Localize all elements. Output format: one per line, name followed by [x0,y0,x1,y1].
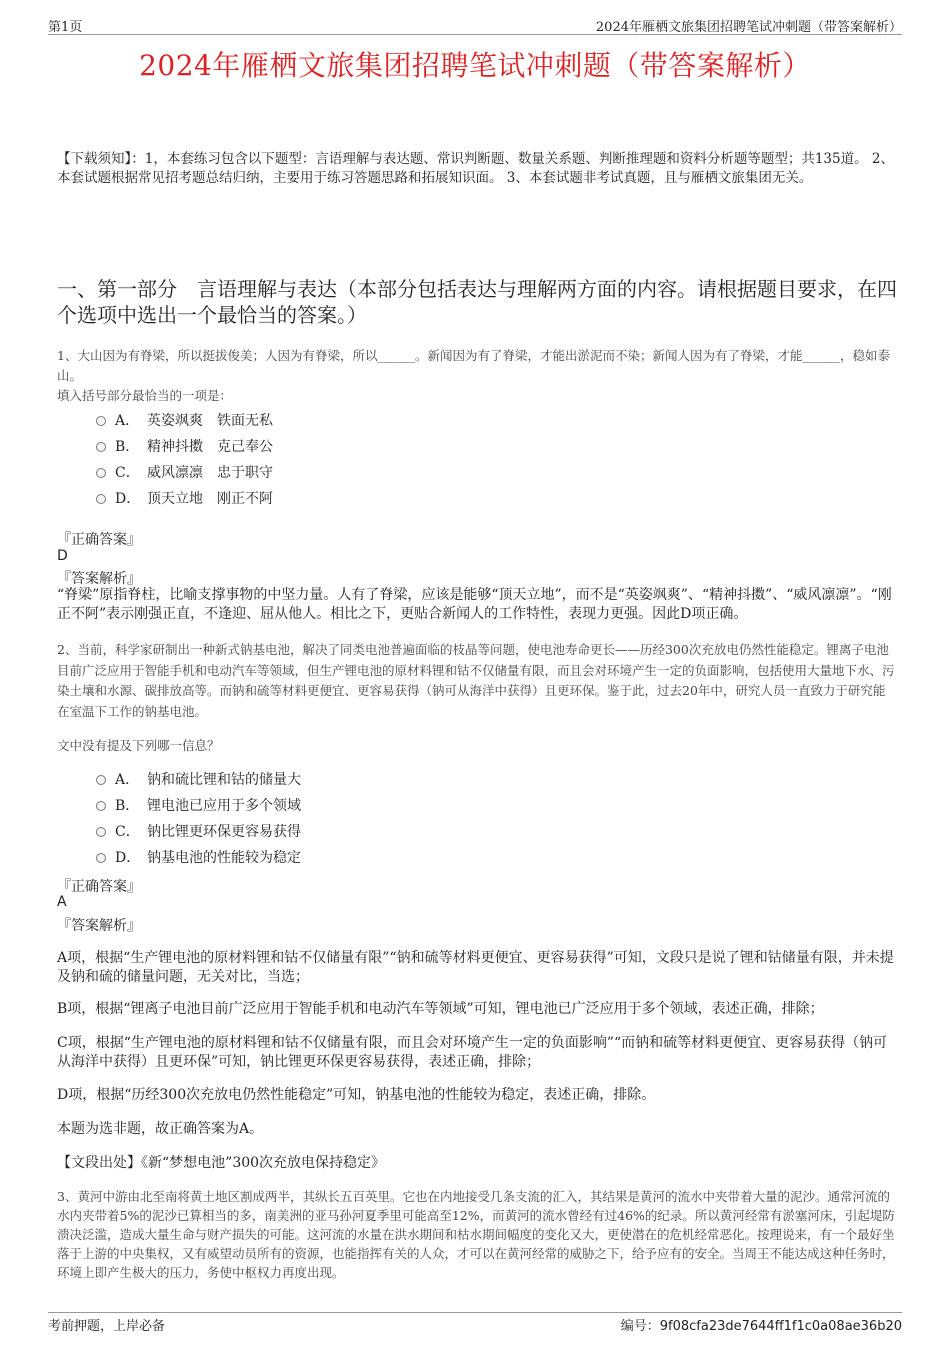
radio-icon[interactable] [96,416,106,426]
question-1-prompt: 填入括号部分最恰当的一项是： [57,388,233,403]
question-2-prompt: 文中没有提及下列哪一信息？ [57,738,220,753]
radio-icon[interactable] [96,801,106,811]
analysis-para-b: B项，根据“锂离子电池目前广泛应用于智能手机和电动汽车等领域”可知，锂电池已广泛应用于多个领域，表述正确，排除； [57,1001,824,1017]
analysis-label: 『答案解析』 [57,918,141,934]
document-title: 2024年雁栖文旅集团招聘笔试冲刺题（带答案解析） [139,49,811,82]
analysis-para-c: C项，根据“生产锂电池的原材料锂和钴不仅储量有限，而且会对环境产生一定的负面影响”“而钠和硫等材料更便宜、更容易获得（钠可从海洋中获得）且更环保”可知，钠比锂更环保更容易获得，表述正确，排除； [57,1035,888,1070]
analysis-label: 『答案解析』 [57,571,141,587]
analysis-para-d: D项，根据“历经300次充放电仍然性能稳定”可知，钠基电池的性能较为稳定，表述正确，排除。 [57,1087,656,1103]
option-c[interactable]: C． 钠比锂更环保更容易获得 [96,821,301,841]
answer-value: A [57,894,67,910]
radio-icon[interactable] [96,468,106,478]
question-2-stem: 2、当前，科学家研制出一种新式钠基电池，解决了同类电池普遍面临的枝晶等问题，使电池寿命更长——历经300次充放电仍然性能稳定。锂离子电池目前广泛应用于智能手机和电动汽车等领域，但生产锂电池的原材料锂和钴不仅储量有限，而且会对环境产生一定的负面影响，包括使用大量地下水、污染土壤和水源、碳排放高等。而钠和硫等材料更便宜、更容易获得（钠可从海洋中获得）且更环保。鉴于此，过去20年中，研究人员一直致力于研究能在室温下工作的钠基电池。 [57,642,895,719]
option-a[interactable]: A． 英姿飒爽 铁面无私 [96,410,273,430]
page-footer [48,1312,902,1333]
analysis-text: “脊梁”原指脊柱，比喻支撑事物的中坚力量。人有了脊梁，应该是能够“顶天立地”，而不是“英姿飒爽”、“精神抖擞”、“威风凛凛”。“刚正不阿”表示刚强正直，不逢迎、屈从他人。相比之下，更贴合新闻人的工作特性，表现力更强。因此D项正确。 [57,587,892,622]
answer-value: D [57,548,68,564]
analysis-para-a: A项，根据“生产锂电池的原材料锂和钴不仅储量有限”“钠和硫等材料更便宜、更容易获得”可知，文段只是说了锂和钴储量有限，并未提及钠和硫的储量问题，无关对比，当选； [57,950,894,985]
option-b[interactable]: B． 精神抖擞 克己奉公 [96,436,273,456]
option-d[interactable]: D． 顶天立地 刚正不阿 [96,488,273,508]
option-c[interactable]: C． 威风凛凛 忠于职守 [96,462,273,482]
radio-icon[interactable] [96,827,106,837]
page-number: 第1页 [48,20,83,35]
question-3-stem: 3、黄河中游由北至南将黄土地区割成两半，其纵长五百英里。它也在内地接受几条支流的汇入，其结果是黄河的流水中夹带着大量的泥沙。通常河流的水内夹带着5%的泥沙已算相当的多，南美洲的亚马孙河夏季里可能高至12%，而黄河的流水曾经有过46%的纪录。所以黄河经常有淤塞河床，引起堤防溃决泛滥，造成大量生命与财产损失的可能。这河流的水量在洪水期间和枯水期间幅度的变化又大，更使潜在的危机经常恶化。按理说来，有一个最好坐落于上游的中央集权，又有威望动员所有的资源，也能指挥有关的人众，才可以在黄河经常的威胁之下，给予应有的安全。当周王不能达成这种任务时，环境上即产生极大的压力，务使中枢权力再度出现。 [57,1189,895,1280]
analysis-conclusion: 本题为选非题，故正确答案为A。 [57,1121,264,1137]
question-1-stem: 1、大山因为有脊梁，所以挺拔俊美；人因为有脊梁，所以______。新闻因为有了脊梁，才能出淤泥而不染；新闻人因为有了脊梁，才能______，稳如泰山。 填入括号部分最恰当的一项是： [57,346,897,406]
radio-icon[interactable] [96,442,106,452]
option-d[interactable]: D． 钠基电池的性能较为稳定 [96,847,301,867]
analysis-source: 【文段出处】《新“梦想电池”300次充放电保持稳定》 [57,1155,386,1171]
radio-icon[interactable] [96,494,106,504]
radio-icon[interactable] [96,853,106,863]
answer-label: 『正确答案』 [57,879,141,895]
footer-slogan: 考前押题，上岸必备 [48,1319,166,1334]
page-header [48,14,902,35]
answer-label: 『正确答案』 [57,532,141,548]
option-b[interactable]: B． 锂电池已应用于多个领域 [96,795,301,815]
radio-icon[interactable] [96,775,106,785]
header-doc-title: 2024年雁栖文旅集团招聘笔试冲刺题（带答案解析） [595,20,902,35]
option-a[interactable]: A． 钠和硫比锂和钴的储量大 [96,769,301,789]
footer-code: 编号：9f08cfa23de7644ff1f1c0a08ae36b20 [620,1319,902,1334]
section-heading: 一、第一部分 言语理解与表达（本部分包括表达与理解两方面的内容。请根据题目要求，在四个选项中选出一个最恰当的答案。） [57,277,897,327]
download-notice: 【下载须知】：1，本套练习包含以下题型：言语理解与表达题、常识判断题、数量关系题、判断推理题和资料分析题等题型；共135道。 2、本套试题根据常见招考题总结归纳，主要用于练习答题思路和拓展知识面。 3、本套试题非考试真题，且与雁栖文旅集团无关。 [57,151,894,186]
